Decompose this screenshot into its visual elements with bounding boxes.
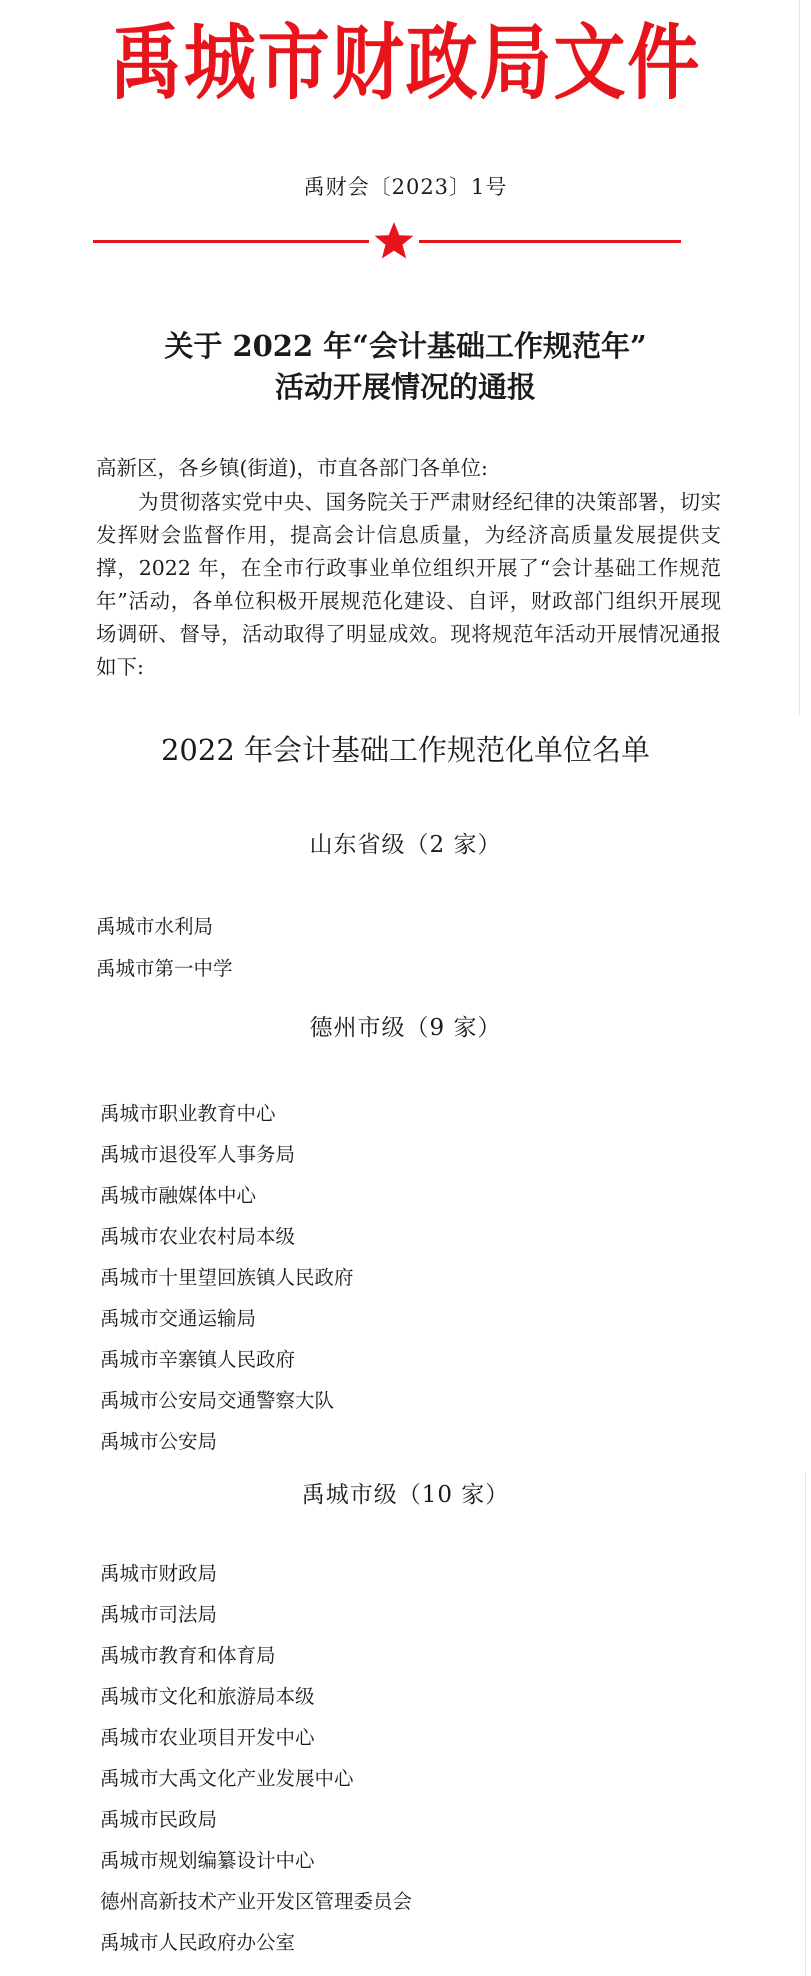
body-paragraph: 为贯彻落实党中央、国务院关于严肃财经纪律的决策部署，切实发挥财会监督作用，提高会计信息质量，为经济高质量发展提供支撑，2022 年，在全市行政事业单位组织开展了“会计基础工作规范年”活动，各单位积极开展规范化建设、自评，财政部门组织开展现场调研、督导，活动取得了明显成效。现将规范年活动开展情况通报如下:	[96, 490, 721, 679]
page-edge	[806, 1472, 811, 1976]
list-item: 禹城市第一中学	[96, 957, 233, 980]
list-title: 2022 年会计基础工作规范化单位名单	[160, 733, 651, 767]
list-item: 禹城市退役军人事务局	[100, 1143, 296, 1166]
red-divider-left	[93, 240, 369, 243]
notice-title-line2: 活动开展情况的通报	[274, 370, 536, 404]
list-item: 德州高新技术产业开发区管理委员会	[100, 1890, 413, 1913]
list-item: 禹城市规划编纂设计中心	[100, 1849, 315, 1872]
list-item: 禹城市辛寨镇人民政府	[100, 1348, 296, 1371]
list-item: 禹城市交通运输局	[100, 1307, 257, 1330]
list-item: 禹城市农业农村局本级	[100, 1225, 296, 1248]
document-masthead: 禹城市财政局文件	[109, 15, 702, 111]
list-item: 禹城市职业教育中心	[100, 1102, 276, 1125]
list-item: 禹城市农业项目开发中心	[100, 1726, 315, 1749]
list-item: 禹城市教育和体育局	[100, 1644, 276, 1667]
list-item: 禹城市司法局	[100, 1603, 218, 1626]
salutation: 高新区，各乡镇(街道)，市直各部门各单位:	[96, 456, 488, 480]
section-heading-municipal: 德州市级（9 家）	[309, 1015, 502, 1041]
list-item: 禹城市人民政府办公室	[100, 1931, 296, 1954]
star-icon	[371, 218, 417, 264]
list-item: 禹城市公安局交通警察大队	[100, 1389, 335, 1412]
list-item: 禹城市财政局	[100, 1562, 218, 1585]
list-item: 禹城市文化和旅游局本级	[100, 1685, 315, 1708]
notice-title-line1: 关于 2022 年“会计基础工作规范年”	[164, 329, 647, 363]
red-divider-right	[419, 240, 681, 243]
document-number: 禹财会〔2023〕1号	[303, 175, 508, 199]
list-item: 禹城市公安局	[100, 1430, 218, 1453]
list-item: 禹城市融媒体中心	[100, 1184, 257, 1207]
page-edge	[800, 0, 811, 715]
list-item: 禹城市十里望回族镇人民政府	[100, 1266, 354, 1289]
list-item: 禹城市民政局	[100, 1808, 218, 1831]
list-item: 禹城市水利局	[96, 915, 214, 938]
list-item: 禹城市大禹文化产业发展中心	[100, 1767, 354, 1790]
section-heading-provincial: 山东省级（2 家）	[309, 832, 502, 858]
section-heading-county: 禹城市级（10 家）	[301, 1482, 510, 1508]
